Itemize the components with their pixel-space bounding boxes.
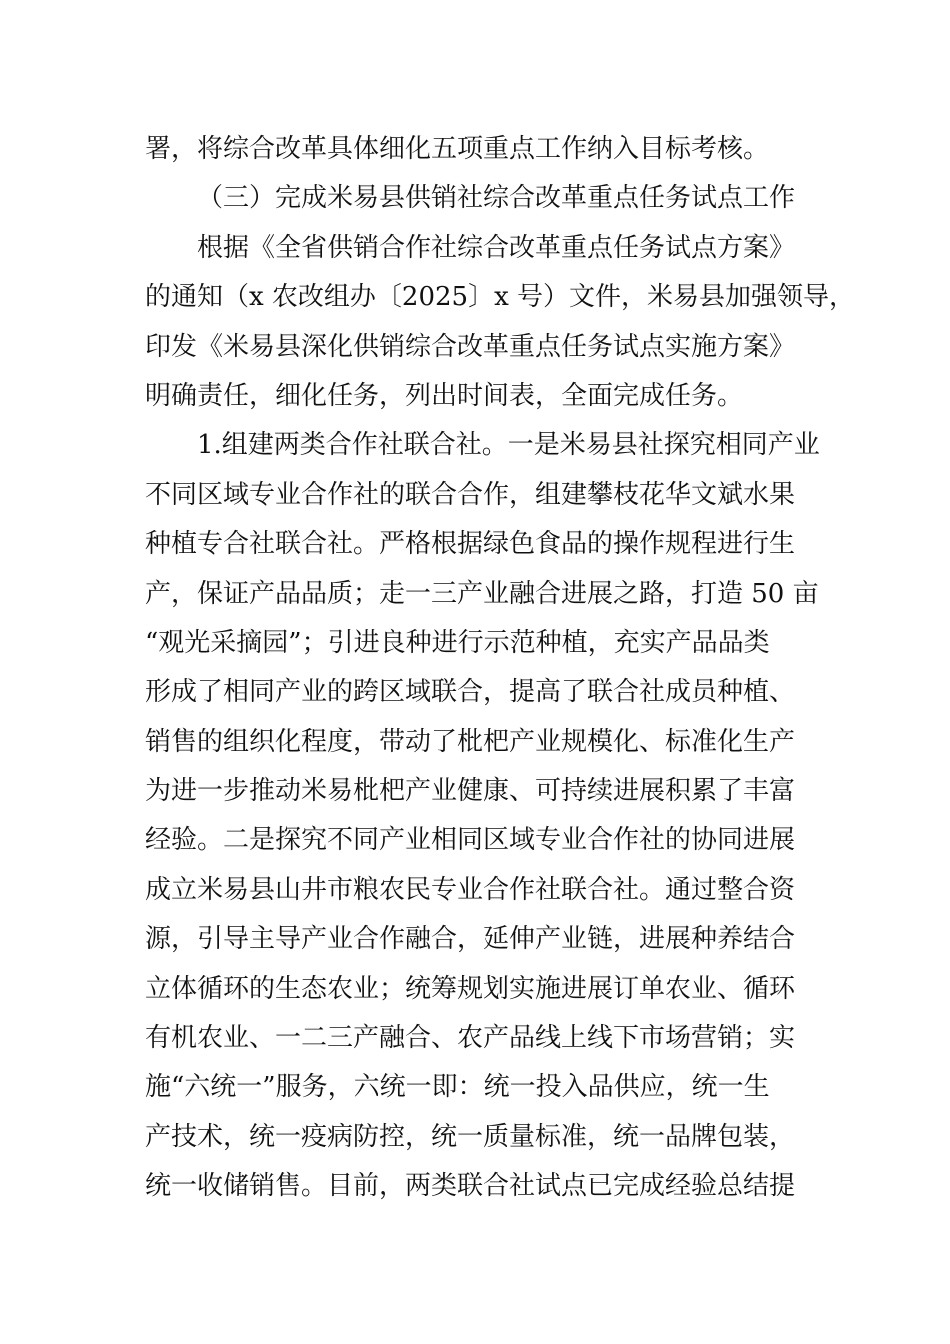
- text-line: 1.组建两类合作社联合社。一是米易县社探究相同产业: [197, 430, 820, 461]
- text-line: 立体循环的生态农业；统筹规划实施进展订单农业、循环: [145, 973, 796, 1004]
- text-line: 源，引导主导产业合作融合，延伸产业链，进展种养结合: [145, 924, 796, 955]
- text-line: 为进一步推动米易枇杷产业健康、可持续进展积累了丰富: [145, 776, 796, 807]
- text-line: 印发《米易县深化供销综合改革重点任务试点实施方案》: [145, 331, 796, 362]
- text-line: 销售的组织化程度，带动了枇杷产业规模化、标准化生产: [145, 726, 796, 757]
- document-body: [145, 125, 856, 1212]
- text-line: 成立米易县山井市粮农民专业合作社联合社。通过整合资: [145, 874, 796, 905]
- text-line: 施“六统一”服务，六统一即：统一投入品供应，统一生: [145, 1072, 770, 1103]
- text-line: 不同区域专业合作社的联合合作，组建攀枝花华文斌水果: [145, 479, 796, 510]
- text-line: 形成了相同产业的跨区域联合，提高了联合社成员种植、: [145, 677, 796, 708]
- text-line: 根据《全省供销合作社综合改革重点任务试点方案》: [197, 232, 796, 263]
- text-line: 经验。二是探究不同产业相同区域专业合作社的协同进展: [145, 825, 796, 856]
- text-line: 明确责任，细化任务，列出时间表，全面完成任务。: [145, 380, 744, 411]
- text-line: “观光采摘园”；引进良种进行示范种植，充实产品品类: [145, 627, 770, 658]
- text-line: 署，将综合改革具体细化五项重点工作纳入目标考核。: [145, 134, 770, 164]
- text-line: （三）完成米易县供销社综合改革重点任务试点工作: [197, 183, 796, 214]
- text-line: 有机农业、一二三产融合、农产品线上线下市场营销；实: [145, 1023, 796, 1054]
- text-line: 的通知（x 农改组办〔2025〕x 号）文件，米易县加强领导，: [145, 282, 856, 313]
- text-line: 统一收储销售。目前，两类联合社试点已完成经验总结提: [145, 1171, 796, 1202]
- text-line: 种植专合社联合社。严格根据绿色食品的操作规程进行生: [145, 529, 796, 560]
- text-line: 产，保证产品品质；走一三产业融合进展之路，打造 50 亩: [145, 578, 819, 609]
- text-line: 产技术，统一疫病防控，统一质量标准，统一品牌包装，: [145, 1121, 796, 1152]
